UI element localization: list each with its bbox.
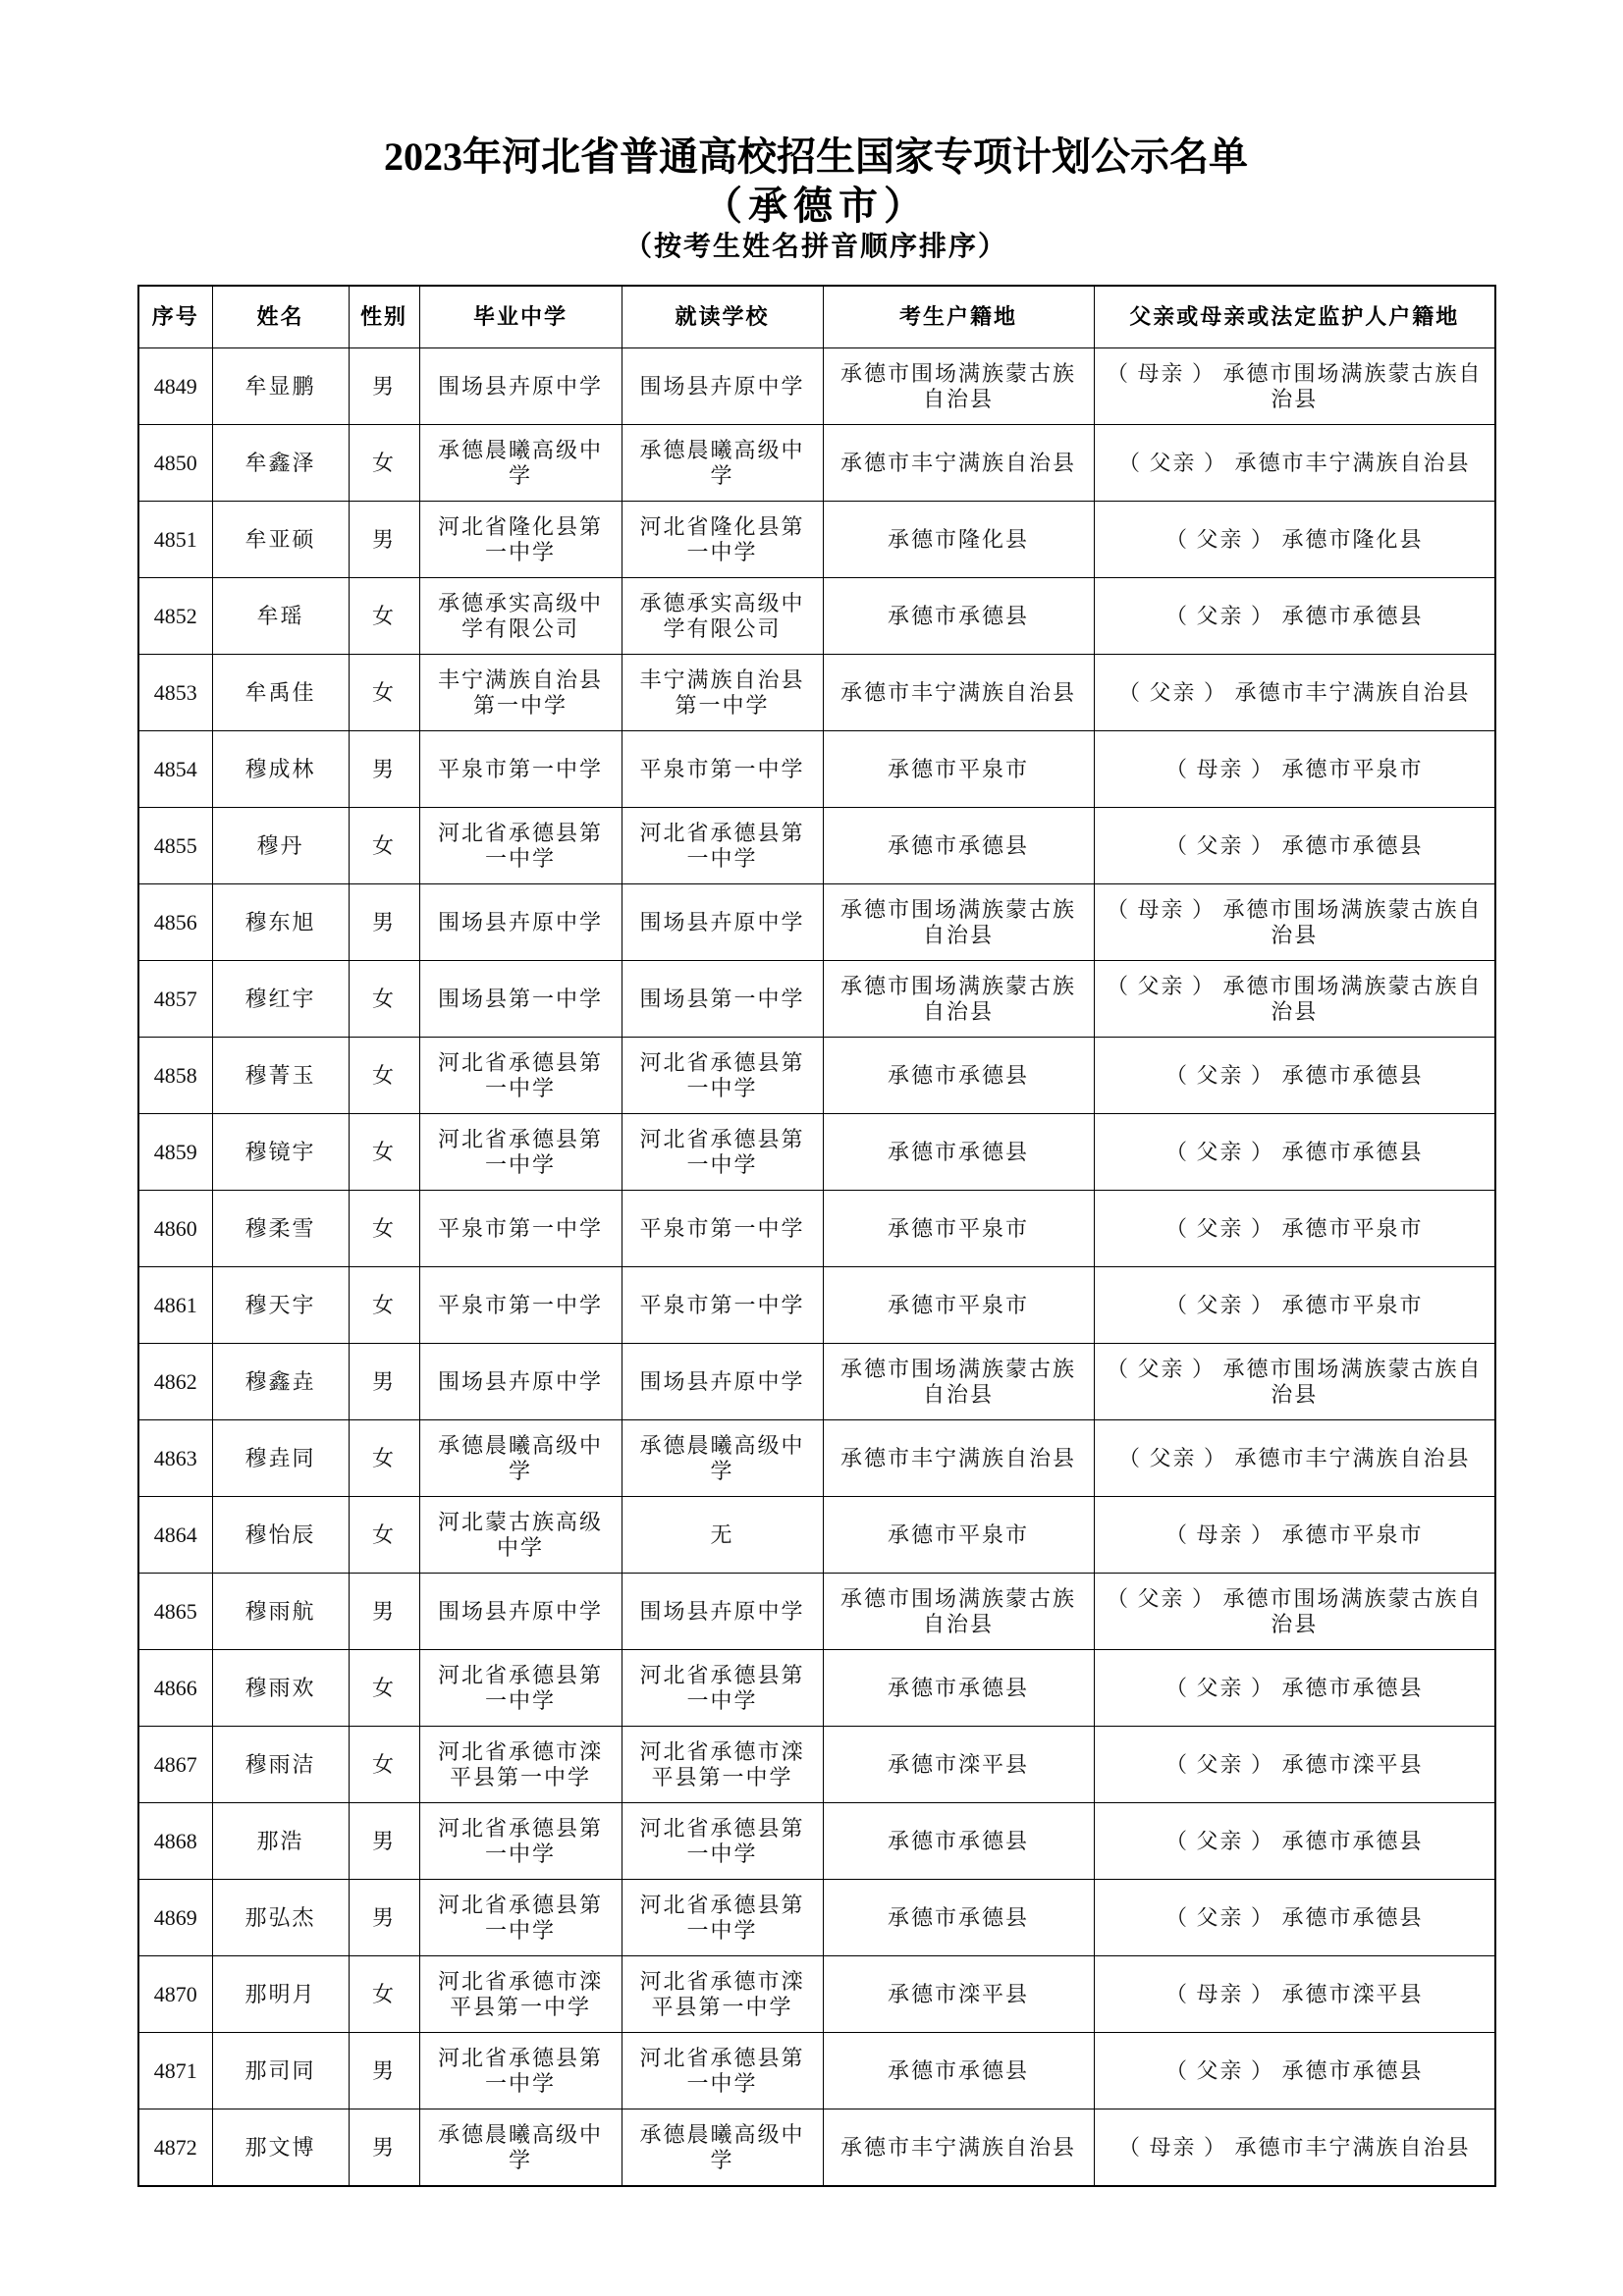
cell-graduated-school: 河北省承德县第一中学 [419,1650,622,1727]
cell-residence: 承德市丰宁满族自治县 [823,425,1094,502]
cell-id: 4863 [138,1420,212,1497]
table-row [138,1191,1495,1267]
cell-residence: 承德市围场满族蒙古族自治县 [823,884,1094,961]
cell-id: 4861 [138,1267,212,1344]
cell-name: 穆怡辰 [212,1497,349,1574]
cell-current-school: 承德晨曦高级中学 [622,2109,823,2187]
cell-current-school: 围场县卉原中学 [622,348,823,425]
cell-current-school: 河北省承德县第一中学 [622,1038,823,1114]
cell-residence: 承德市平泉市 [823,1267,1094,1344]
cell-current-school: 河北省承德市滦平县第一中学 [622,1956,823,2033]
cell-id: 4865 [138,1574,212,1650]
cell-graduated-school: 围场县卉原中学 [419,884,622,961]
cell-gender: 女 [349,961,419,1038]
cell-guardian-residence: （ 父亲 ） 承德市承德县 [1094,808,1495,884]
cell-guardian-residence: （ 父亲 ） 承德市承德县 [1094,1038,1495,1114]
cell-current-school: 丰宁满族自治县第一中学 [622,655,823,731]
cell-gender: 男 [349,1344,419,1420]
table-row [138,1420,1495,1497]
table-row [138,1803,1495,1880]
cell-graduated-school: 河北省承德县第一中学 [419,1038,622,1114]
cell-graduated-school: 围场县卉原中学 [419,1344,622,1420]
cell-current-school: 河北省隆化县第一中学 [622,502,823,578]
cell-gender: 女 [349,1497,419,1574]
table-row [138,1956,1495,2033]
cell-id: 4855 [138,808,212,884]
table-row [138,1344,1495,1420]
cell-guardian-residence: （ 母亲 ） 承德市滦平县 [1094,1956,1495,2033]
cell-residence: 承德市围场满族蒙古族自治县 [823,1344,1094,1420]
cell-gender: 女 [349,1727,419,1803]
table-row [138,1497,1495,1574]
cell-id: 4864 [138,1497,212,1574]
cell-guardian-residence: （ 母亲 ） 承德市围场满族蒙古族自治县 [1094,348,1495,425]
cell-guardian-residence: （ 父亲 ） 承德市承德县 [1094,1880,1495,1956]
table-row [138,961,1495,1038]
cell-graduated-school: 围场县第一中学 [419,961,622,1038]
cell-gender: 女 [349,1114,419,1191]
cell-gender: 女 [349,578,419,655]
cell-graduated-school: 围场县卉原中学 [419,1574,622,1650]
cell-name: 牟禹佳 [212,655,349,731]
cell-guardian-residence: （ 父亲 ） 承德市承德县 [1094,578,1495,655]
cell-id: 4851 [138,502,212,578]
cell-name: 穆雨航 [212,1574,349,1650]
header-current-school: 就读学校 [622,286,823,348]
cell-residence: 承德市承德县 [823,1880,1094,1956]
cell-residence: 承德市丰宁满族自治县 [823,2109,1094,2187]
cell-guardian-residence: （ 母亲 ） 承德市平泉市 [1094,731,1495,808]
cell-name: 穆柔雪 [212,1191,349,1267]
cell-current-school: 河北省承德县第一中学 [622,1880,823,1956]
cell-graduated-school: 河北省隆化县第一中学 [419,502,622,578]
cell-id: 4868 [138,1803,212,1880]
table-row [138,425,1495,502]
document-subtitle: （承德市） [703,184,929,228]
cell-guardian-residence: （ 父亲 ） 承德市承德县 [1094,2033,1495,2109]
header-residence: 考生户籍地 [823,286,1094,348]
cell-id: 4857 [138,961,212,1038]
cell-current-school: 承德晨曦高级中学 [622,1420,823,1497]
cell-graduated-school: 承德晨曦高级中学 [419,425,622,502]
cell-current-school: 围场县卉原中学 [622,1344,823,1420]
cell-residence: 承德市平泉市 [823,1191,1094,1267]
table-header [138,286,1495,348]
cell-name: 牟亚硕 [212,502,349,578]
cell-id: 4856 [138,884,212,961]
table-row [138,2109,1495,2187]
cell-graduated-school: 河北蒙古族高级中学 [419,1497,622,1574]
header-gender: 性别 [349,286,419,348]
cell-gender: 女 [349,1038,419,1114]
cell-gender: 女 [349,808,419,884]
cell-name: 穆丹 [212,808,349,884]
cell-guardian-residence: （ 父亲 ） 承德市承德县 [1094,1114,1495,1191]
cell-id: 4871 [138,2033,212,2109]
cell-graduated-school: 承德承实高级中学有限公司 [419,578,622,655]
cell-name: 穆雨欢 [212,1650,349,1727]
table-row [138,502,1495,578]
cell-current-school: 平泉市第一中学 [622,1191,823,1267]
cell-residence: 承德市平泉市 [823,1497,1094,1574]
cell-gender: 男 [349,1880,419,1956]
cell-guardian-residence: （ 父亲 ） 承德市围场满族蒙古族自治县 [1094,961,1495,1038]
cell-guardian-residence: （ 父亲 ） 承德市承德县 [1094,1650,1495,1727]
cell-graduated-school: 平泉市第一中学 [419,1267,622,1344]
table-row [138,2033,1495,2109]
table-body [138,348,1495,2187]
table-row [138,731,1495,808]
cell-current-school: 围场县卉原中学 [622,884,823,961]
cell-residence: 承德市承德县 [823,808,1094,884]
cell-current-school: 平泉市第一中学 [622,731,823,808]
cell-current-school: 承德承实高级中学有限公司 [622,578,823,655]
cell-current-school: 承德晨曦高级中学 [622,425,823,502]
cell-residence: 承德市承德县 [823,1803,1094,1880]
cell-id: 4866 [138,1650,212,1727]
cell-name: 穆成林 [212,731,349,808]
cell-gender: 女 [349,1956,419,2033]
cell-gender: 男 [349,1574,419,1650]
cell-guardian-residence: （ 父亲 ） 承德市围场满族蒙古族自治县 [1094,1574,1495,1650]
cell-guardian-residence: （ 父亲 ） 承德市平泉市 [1094,1267,1495,1344]
cell-graduated-school: 河北省承德市滦平县第一中学 [419,1727,622,1803]
cell-current-school: 无 [622,1497,823,1574]
cell-gender: 女 [349,655,419,731]
cell-residence: 承德市围场满族蒙古族自治县 [823,348,1094,425]
sort-order-note: （按考生姓名拼音顺序排序） [623,232,1007,262]
cell-id: 4869 [138,1880,212,1956]
header-row [138,286,1495,348]
cell-current-school: 围场县第一中学 [622,961,823,1038]
cell-current-school: 平泉市第一中学 [622,1267,823,1344]
cell-guardian-residence: （ 母亲 ） 承德市围场满族蒙古族自治县 [1094,884,1495,961]
cell-graduated-school: 河北省承德县第一中学 [419,808,622,884]
cell-graduated-school: 河北省承德县第一中学 [419,1114,622,1191]
cell-guardian-residence: （ 母亲 ） 承德市丰宁满族自治县 [1094,2109,1495,2187]
cell-current-school: 围场县卉原中学 [622,1574,823,1650]
cell-id: 4867 [138,1727,212,1803]
cell-current-school: 河北省承德县第一中学 [622,1650,823,1727]
table-row [138,1650,1495,1727]
cell-id: 4872 [138,2109,212,2187]
cell-current-school: 河北省承德县第一中学 [622,1803,823,1880]
cell-gender: 男 [349,502,419,578]
cell-name: 穆菁玉 [212,1038,349,1114]
cell-residence: 承德市承德县 [823,578,1094,655]
cell-name: 穆东旭 [212,884,349,961]
table-row [138,1880,1495,1956]
cell-residence: 承德市平泉市 [823,731,1094,808]
cell-residence: 承德市丰宁满族自治县 [823,655,1094,731]
cell-residence: 承德市围场满族蒙古族自治县 [823,961,1094,1038]
cell-guardian-residence: （ 母亲 ） 承德市平泉市 [1094,1497,1495,1574]
table-row [138,884,1495,961]
cell-gender: 男 [349,348,419,425]
cell-residence: 承德市丰宁满族自治县 [823,1420,1094,1497]
cell-guardian-residence: （ 父亲 ） 承德市平泉市 [1094,1191,1495,1267]
cell-gender: 男 [349,2033,419,2109]
cell-name: 牟鑫泽 [212,425,349,502]
cell-id: 4850 [138,425,212,502]
table-row [138,1727,1495,1803]
cell-graduated-school: 平泉市第一中学 [419,731,622,808]
cell-guardian-residence: （ 父亲 ） 承德市围场满族蒙古族自治县 [1094,1344,1495,1420]
cell-name: 那浩 [212,1803,349,1880]
table-row [138,1574,1495,1650]
cell-graduated-school: 河北省承德县第一中学 [419,2033,622,2109]
cell-gender: 男 [349,1803,419,1880]
cell-guardian-residence: （ 父亲 ） 承德市承德县 [1094,1803,1495,1880]
cell-id: 4858 [138,1038,212,1114]
cell-id: 4860 [138,1191,212,1267]
cell-guardian-residence: （ 父亲 ） 承德市滦平县 [1094,1727,1495,1803]
table-row [138,1267,1495,1344]
cell-graduated-school: 平泉市第一中学 [419,1191,622,1267]
header-guardian-residence: 父亲或母亲或法定监护人户籍地 [1094,286,1495,348]
cell-name: 那弘杰 [212,1880,349,1956]
cell-gender: 男 [349,884,419,961]
cell-id: 4852 [138,578,212,655]
cell-guardian-residence: （ 父亲 ） 承德市丰宁满族自治县 [1094,1420,1495,1497]
cell-name: 穆红宇 [212,961,349,1038]
header-name: 姓名 [212,286,349,348]
cell-gender: 女 [349,425,419,502]
cell-id: 4853 [138,655,212,731]
table-row [138,1114,1495,1191]
cell-name: 那司同 [212,2033,349,2109]
cell-residence: 承德市承德县 [823,2033,1094,2109]
cell-id: 4862 [138,1344,212,1420]
cell-graduated-school: 围场县卉原中学 [419,348,622,425]
cell-gender: 女 [349,1267,419,1344]
cell-graduated-school: 承德晨曦高级中学 [419,2109,622,2187]
cell-gender: 女 [349,1191,419,1267]
header-graduated-school: 毕业中学 [419,286,622,348]
cell-id: 4870 [138,1956,212,2033]
cell-id: 4854 [138,731,212,808]
cell-graduated-school: 丰宁满族自治县第一中学 [419,655,622,731]
cell-current-school: 河北省承德县第一中学 [622,808,823,884]
cell-graduated-school: 河北省承德市滦平县第一中学 [419,1956,622,2033]
cell-name: 那文博 [212,2109,349,2187]
cell-graduated-school: 河北省承德县第一中学 [419,1880,622,1956]
cell-residence: 承德市隆化县 [823,502,1094,578]
cell-name: 穆雨洁 [212,1727,349,1803]
table-row [138,1038,1495,1114]
cell-gender: 男 [349,2109,419,2187]
document-title: 2023年河北省普通高校招生国家专项计划公示名单 [384,134,1248,179]
cell-name: 牟显鹏 [212,348,349,425]
cell-name: 牟瑶 [212,578,349,655]
cell-guardian-residence: （ 父亲 ） 承德市丰宁满族自治县 [1094,425,1495,502]
cell-guardian-residence: （ 父亲 ） 承德市丰宁满族自治县 [1094,655,1495,731]
cell-graduated-school: 承德晨曦高级中学 [419,1420,622,1497]
cell-current-school: 河北省承德县第一中学 [622,2033,823,2109]
cell-gender: 男 [349,731,419,808]
cell-residence: 承德市承德县 [823,1038,1094,1114]
table-row [138,808,1495,884]
cell-guardian-residence: （ 父亲 ） 承德市隆化县 [1094,502,1495,578]
cell-gender: 女 [349,1420,419,1497]
cell-gender: 女 [349,1650,419,1727]
cell-residence: 承德市滦平县 [823,1956,1094,2033]
cell-name: 穆垚同 [212,1420,349,1497]
table-row [138,578,1495,655]
cell-residence: 承德市围场满族蒙古族自治县 [823,1574,1094,1650]
cell-residence: 承德市滦平县 [823,1727,1094,1803]
header-id: 序号 [138,286,212,348]
cell-residence: 承德市承德县 [823,1650,1094,1727]
cell-current-school: 河北省承德县第一中学 [622,1114,823,1191]
student-list-table [137,285,1496,2187]
cell-residence: 承德市承德县 [823,1114,1094,1191]
cell-current-school: 河北省承德市滦平县第一中学 [622,1727,823,1803]
cell-id: 4859 [138,1114,212,1191]
cell-name: 穆天宇 [212,1267,349,1344]
cell-name: 那明月 [212,1956,349,2033]
table-row [138,348,1495,425]
table-row [138,655,1495,731]
cell-id: 4849 [138,348,212,425]
cell-name: 穆镜宇 [212,1114,349,1191]
cell-graduated-school: 河北省承德县第一中学 [419,1803,622,1880]
cell-name: 穆鑫垚 [212,1344,349,1420]
